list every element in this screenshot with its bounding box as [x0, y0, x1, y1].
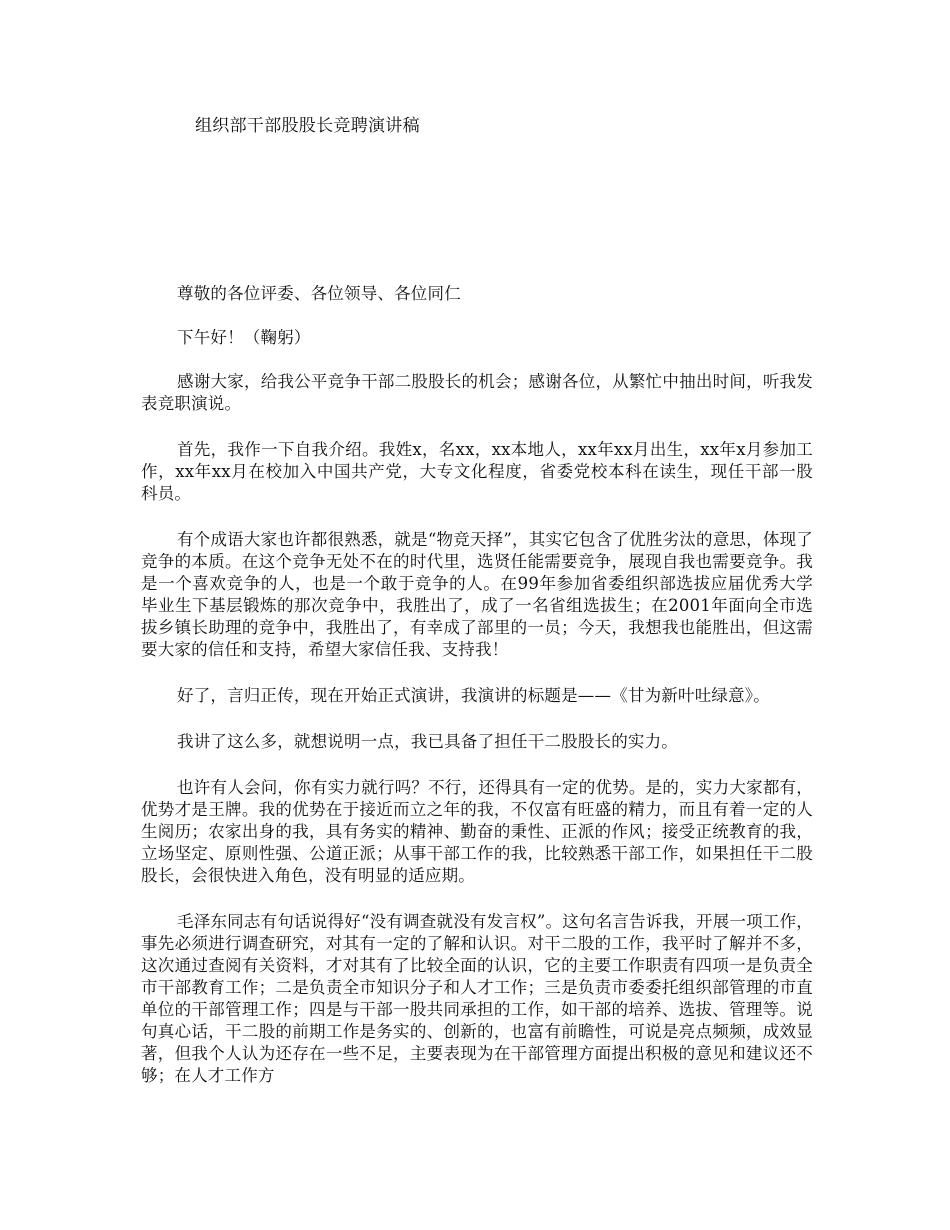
document-body — [141, 283, 813, 1111]
document-title: 组织部干部股股长竞聘演讲稿 — [195, 116, 420, 136]
advantage-paragraph: 也许有人会问，你有实力就行吗？不行，还得具有一定的优势。是的，实力大家都有，优势才是王牌。我的优势在于接近而立之年的我，不仅富有旺盛的精力，而且有着一定的人生阅历；农家出身的我，具有务实的精神、勤奋的秉性、正派的作风；接受正统教育的我，立场坚定、原则性强、公道正派；从事干部工作的我，比较熟悉干部工作，如果担任干二股股长，会很快进入角色，没有明显的适应期。 — [141, 778, 813, 885]
salutation-paragraph: 尊敬的各位评委、各位领导、各位同仁 — [177, 284, 461, 303]
speech-title-paragraph: 好了，言归正传，现在开始正式演讲，我演讲的标题是——《甘为新叶吐绿意》。 — [177, 686, 770, 705]
greeting-paragraph: 下午好！（鞠躬） — [177, 328, 311, 347]
capability-paragraph: 我讲了这么多，就想说明一点，我已具备了担任干二股股长的实力。 — [177, 732, 678, 751]
self-introduction-paragraph: 首先，我作一下自我介绍。我姓x，名xx，xx本地人，xx年xx月出生，xx年x月参加工作，xx年xx月在校加入中国共产党，大专文化程度，省委党校本科在读生，现任干部一股科员。 — [141, 440, 813, 503]
competition-paragraph: 有个成语大家也许都很熟悉，就是“物竞天择”，其实它包含了优胜劣汰的意思，体现了竞争的本质。在这个竞争无处不在的时代里，选贤任能需要竞争，展现自我也需要竞争。我是一个喜欢竞争的人，也是一个敢于竞争的人。在99年参加省委组织部选拔应届优秀大学毕业生下基层锻炼的那次竞争中，我胜出了，成了一名省组选拔生；在2001年面向全市选拔乡镇长助理的竞争中，我胜出了，有幸成了部里的一员；今天，我想我也能胜出，但这需要大家的信任和支持，希望大家信任我、支持我！ — [141, 530, 813, 659]
investigation-paragraph: 毛泽东同志有句话说得好“没有调查就没有发言权”。这句名言告诉我，开展一项工作，事先必须进行调查研究，对其有一定的了解和认识。对干二股的工作，我平时了解并不多，这次通过查阅有关资料，才对其有了比较全面的认识，它的主要工作职责有四项一是负责全市干部教育工作；二是负责全市知识分子和人才工作；三是负责市委委托组织部管理的市直单位的干部管理工作；四是与干部一股共同承担的工作，如干部的培养、选拔、管理等。说句真心话，干二股的前期工作是务实的、创新的，也富有前瞻性，可说是亮点频频，成效显著，但我个人认为还存在一些不足，主要表现为在干部管理方面提出积极的意见和建议还不够；在人才工作方 — [141, 912, 813, 1085]
thanks-paragraph: 感谢大家，给我公平竞争干部二股股长的机会；感谢各位，从繁忙中抽出时间，听我发表竞职演说。 — [141, 372, 813, 413]
